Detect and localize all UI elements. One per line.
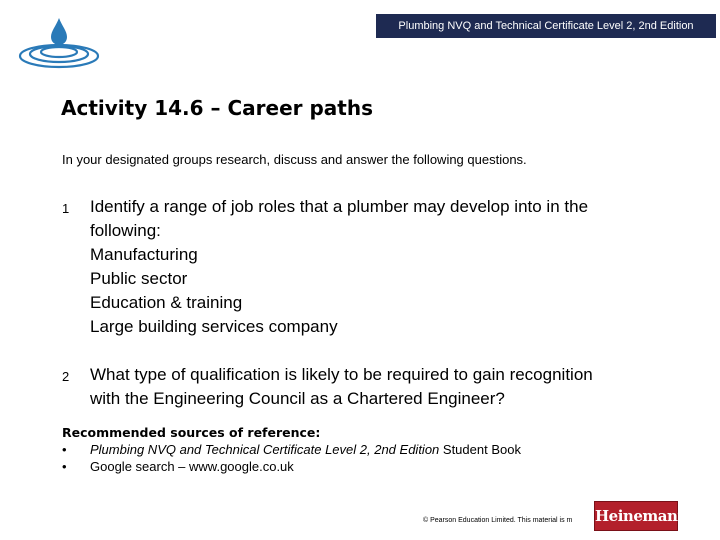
question-line: Identify a range of job roles that a plumber may develop into in the: [90, 197, 589, 216]
references-section: [62, 424, 521, 475]
intro-text: In your designated groups research, discuss and answer the following questions.: [62, 152, 527, 167]
reference-item: [62, 441, 521, 458]
copyright-footer: © Pearson Education Limited. This material is m: [423, 517, 573, 524]
reference-web: Google search – www.google.co.uk: [90, 459, 294, 474]
question-line: What type of qualification is likely to be required to gain recognition: [90, 365, 593, 384]
bullet: •: [62, 459, 67, 474]
references-title: Recommended sources of reference:: [62, 425, 321, 440]
reference-book-suffix: Student Book: [439, 442, 521, 457]
water-drop-logo-icon: [18, 16, 100, 70]
job-area-item: Manufacturing: [90, 245, 198, 264]
reference-item: [62, 458, 521, 475]
job-area-item: Public sector: [90, 269, 188, 288]
header-banner: Plumbing NVQ and Technical Certificate Level 2, 2nd Edition: [376, 14, 716, 38]
job-area-item: Education & training: [90, 293, 243, 312]
question-number: 1: [62, 201, 70, 216]
question-1: [62, 195, 588, 339]
bullet: •: [62, 442, 67, 457]
question-line: with the Engineering Council as a Chartered Engineer?: [90, 389, 505, 408]
question-number: 2: [62, 369, 70, 384]
reference-book-title: Plumbing NVQ and Technical Certificate Level 2, 2nd Edition: [90, 442, 440, 457]
publisher-logo: Heinemann: [594, 501, 678, 531]
question-2: [62, 363, 593, 411]
job-area-item: Large building services company: [90, 317, 338, 336]
question-line: following:: [90, 221, 161, 240]
page-title: Activity 14.6 – Career paths: [61, 96, 373, 120]
